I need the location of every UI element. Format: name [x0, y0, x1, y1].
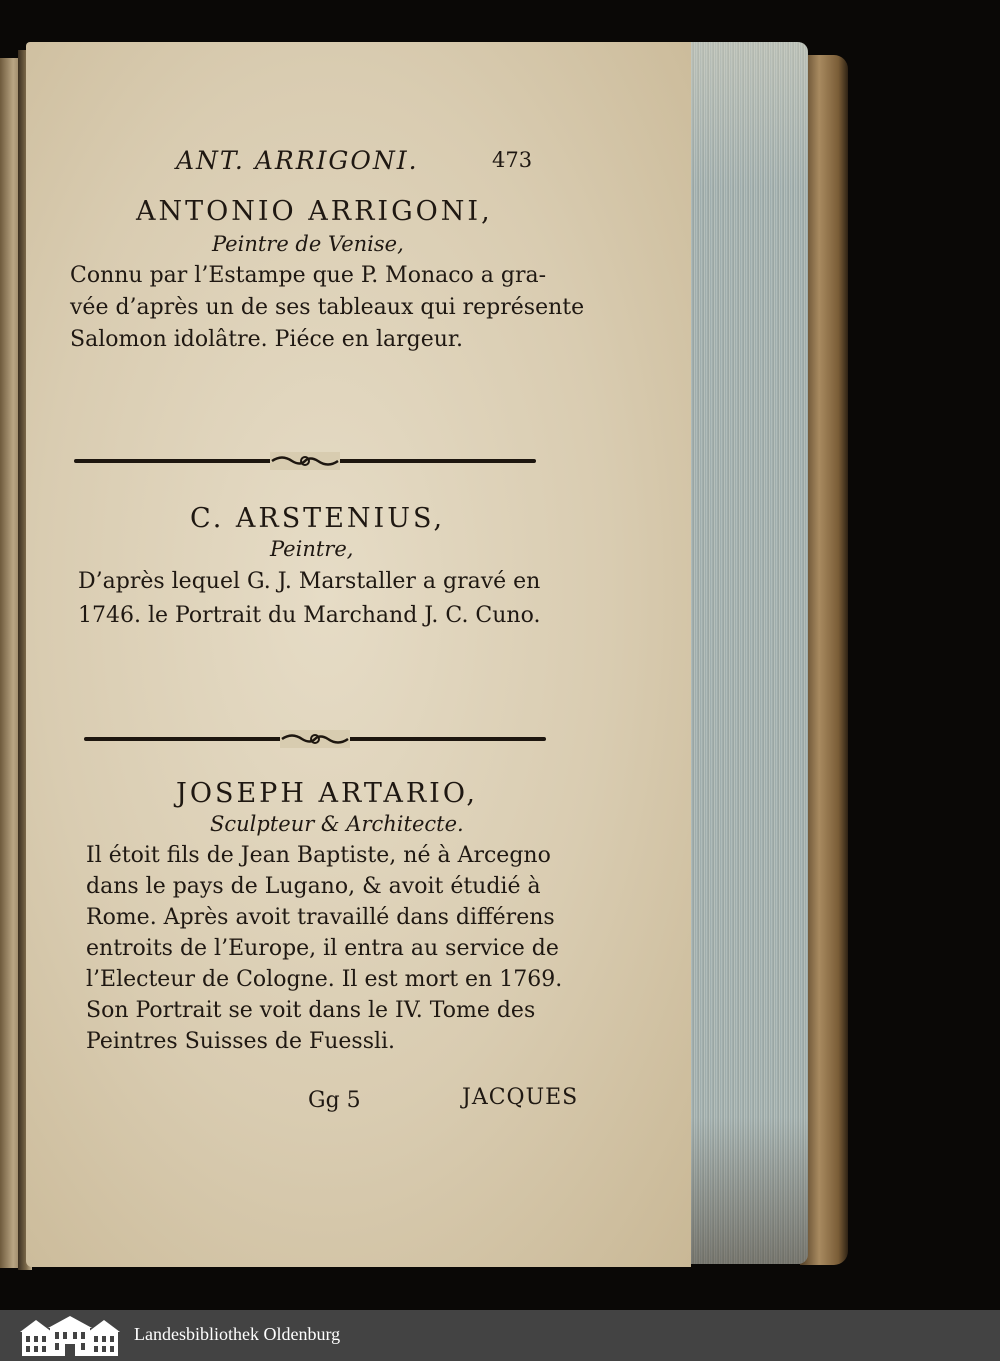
entry-role: Peintre,: [270, 537, 354, 561]
catchword: JACQUES: [462, 1085, 579, 1110]
entry-line: Salomon idolâtre. Piéce en largeur.: [70, 327, 464, 352]
library-footer-bar: [0, 1310, 1000, 1361]
library-building-logo-icon: [18, 1314, 122, 1358]
signature-mark: Gg 5: [308, 1088, 361, 1113]
entry-title: JOSEPH ARTARIO,: [176, 778, 478, 809]
entry-title: C. ARSTENIUS,: [190, 503, 446, 534]
entry-line: Il étoit fils de Jean Baptiste, né à Arcegno: [86, 843, 551, 868]
page-number: 473: [492, 148, 533, 172]
entry-line: l’Electeur de Cologne. Il est mort en 1769.: [86, 967, 563, 992]
ornamental-rule: [74, 455, 536, 467]
entry-line: entroits de l’Europe, il entra au service de: [86, 936, 559, 961]
running-head: ANT. ARRIGONI.: [176, 146, 419, 175]
entry-line: dans le pays de Lugano, & avoit étudié à: [86, 874, 541, 899]
entry-line: Peintres Suisses de Fuessli.: [86, 1029, 396, 1054]
entry-role: Sculpteur & Architecte.: [210, 812, 464, 836]
entry-line: Connu par l’Estampe que P. Monaco a gra-: [70, 263, 547, 288]
entry-role: Peintre de Venise,: [212, 232, 404, 256]
ornamental-rule: [84, 733, 546, 745]
entry-title: ANTONIO ARRIGONI,: [136, 196, 493, 227]
entry-line: Son Portrait se voit dans le IV. Tome des: [86, 998, 536, 1023]
library-name: Landesbibliothek Oldenburg: [134, 1324, 341, 1344]
entry-line: D’après lequel G. J. Marstaller a gravé en: [78, 569, 541, 594]
entry-line: 1746. le Portrait du Marchand J. C. Cuno.: [78, 603, 541, 628]
entry-line: vée d’après un de ses tableaux qui représente: [70, 295, 585, 320]
entry-line: Rome. Après avoit travaillé dans différens: [86, 905, 555, 930]
